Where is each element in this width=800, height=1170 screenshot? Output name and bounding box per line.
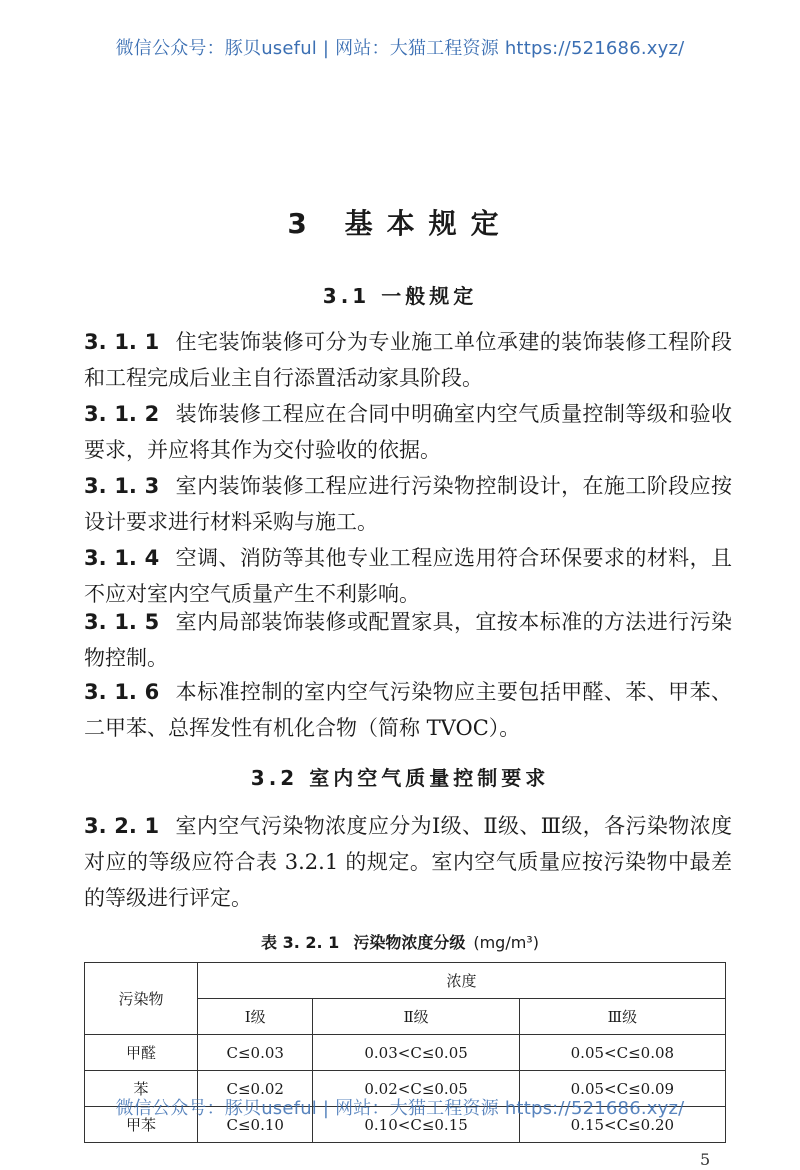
clause: [84, 674, 732, 746]
clause: [84, 540, 732, 612]
cell-pollutant: 苯: [85, 1071, 198, 1107]
table-cell: 0.03<C≤0.05: [313, 1035, 519, 1071]
chapter-title: 3 基本规定: [287, 207, 513, 240]
clause: [84, 396, 732, 468]
watermark-top: 微信公众号：豚贝useful | 网站：大猫工程资源 https://521686.xyz/: [115, 38, 685, 59]
clause-text: 空调、消防等其他专业工程应选用符合环保要求的材料，且不应对室内空气质量产生不利影响。: [84, 546, 732, 606]
cell-pollutant: 甲苯: [85, 1107, 198, 1143]
table-caption-number: 表 3. 2. 1: [261, 933, 340, 952]
header-level: Ⅲ级: [519, 999, 725, 1035]
header-pollutant: 污染物: [85, 963, 198, 1035]
clause-text: 室内装饰装修工程应进行污染物控制设计，在施工阶段应按设计要求进行材料采购与施工。: [84, 474, 732, 534]
clause-text: 室内空气污染物浓度应分为Ⅰ级、Ⅱ级、Ⅲ级，各污染物浓度对应的等级应符合表 3.2.1 的规定。室内空气质量应按污染物中最差的等级进行评定。: [84, 814, 732, 910]
page-number: 5: [700, 1150, 711, 1169]
cell-pollutant: 甲醛: [85, 1035, 198, 1071]
section-title: 3.1 一般规定: [322, 284, 478, 308]
table-cell: C≤0.02: [198, 1071, 313, 1107]
clause-number: 3. 1. 5: [84, 610, 160, 634]
table-cell: 0.15<C≤0.20: [519, 1107, 725, 1143]
header-level: Ⅱ级: [313, 999, 519, 1035]
clause: [84, 468, 732, 540]
table-caption-title: 污染物浓度分级: [353, 933, 466, 952]
section-title: 3.2 室内空气质量控制要求: [250, 766, 550, 790]
table-cell: 0.02<C≤0.05: [313, 1071, 519, 1107]
table-caption: [0, 930, 800, 953]
table-cell: 0.10<C≤0.15: [313, 1107, 519, 1143]
clause: [84, 324, 732, 396]
clause-text: 住宅装饰装修可分为专业施工单位承建的装饰装修工程阶段和工程完成后业主自行添置活动家具阶段。: [84, 330, 732, 390]
clause-text: 室内局部装饰装修或配置家具，宜按本标准的方法进行污染物控制。: [84, 610, 732, 670]
clause-number: 3. 1. 3: [84, 474, 160, 498]
table-row: [85, 1035, 726, 1071]
clause-text: 装饰装修工程应在合同中明确室内空气质量控制等级和验收要求，并应将其作为交付验收的依据。: [84, 402, 732, 462]
clause-number: 3. 1. 2: [84, 402, 160, 426]
header-level: Ⅰ级: [198, 999, 313, 1035]
table-cell: C≤0.03: [198, 1035, 313, 1071]
clause-text: 本标准控制的室内空气污染物应主要包括甲醛、苯、甲苯、二甲苯、总挥发性有机化合物（简称 TVOC）。: [84, 680, 732, 740]
clause: [84, 604, 732, 676]
clause-number: 3. 2. 1: [84, 814, 160, 838]
watermark-bottom: 微信公众号：豚贝useful | 网站：大猫工程资源 https://521686.xyz/: [115, 1098, 685, 1119]
table-cell: C≤0.10: [198, 1107, 313, 1143]
table-cell: 0.05<C≤0.08: [519, 1035, 725, 1071]
table-cell: 0.05<C≤0.09: [519, 1071, 725, 1107]
clause: [84, 808, 732, 916]
clause-number: 3. 1. 6: [84, 680, 160, 704]
clause-number: 3. 1. 1: [84, 330, 160, 354]
clause-number: 3. 1. 4: [84, 546, 160, 570]
table-caption-unit: (mg/m³): [473, 933, 539, 952]
header-concentration: 浓度: [198, 963, 726, 999]
